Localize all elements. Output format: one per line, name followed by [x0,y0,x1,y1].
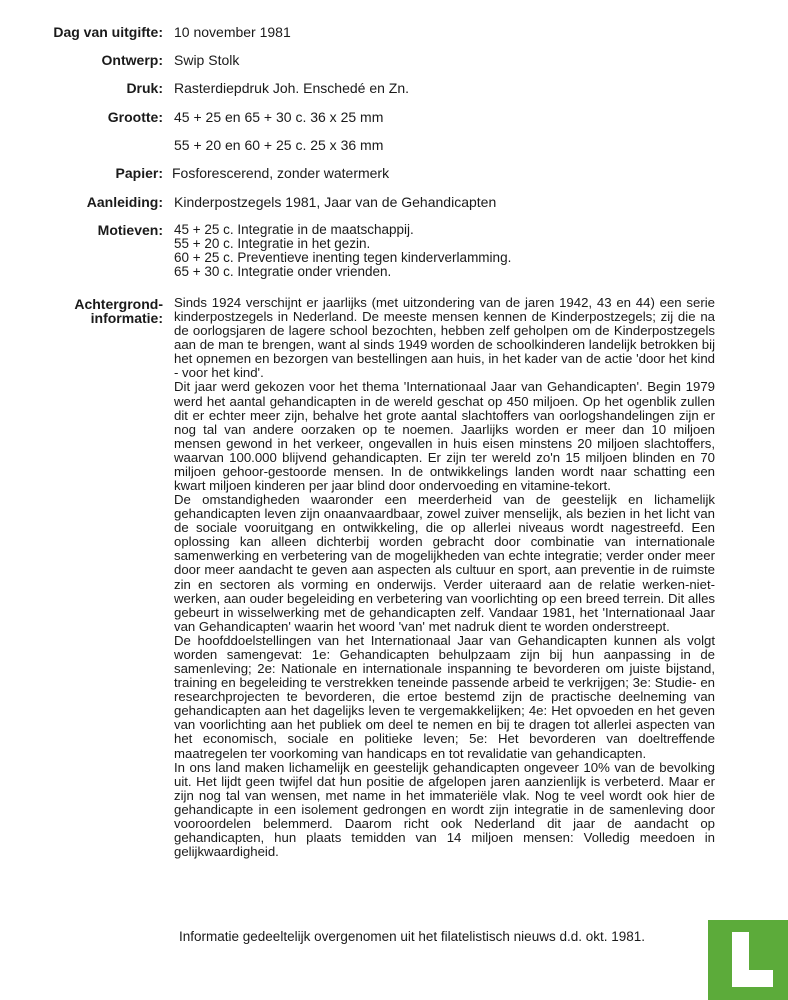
body-paragraph: De hoofddoelstellingen van het Internationaal Jaar van Gehandicapten kunnen als volgt worden samengevat: 1e: Gehandicapten behulpzaam zijn bij hun aanpassing in de samenleving; 2e: Nationale en internationale inspanning te bevorderen om juiste bijstand, training en begeleiding te verstrekken teneinde passende arbeid te verkrijgen; 3e: Studie- en researchprojecten te bevorderen, die ertoe bestemd zijn de practische deelneming van gehandicapten aan het dagelijks leven te vergemakkelijken; 4e: Het opvoeden en het geven van voorlichting aan het publiek om deel te nemen en bij te dragen tot allerlei aspecten van het economisch, sociale en politieke leven; 5e: Het bevorderen van doeltreffende maatregelen ter voorkoming van handicaps en tot revalidatie van gehandicapten. [174,632,715,761]
value-ontwerp: Swip Stolk [174,52,240,68]
value-dag-van-uitgifte: 10 november 1981 [174,24,291,40]
value-papier: Fosforescerend, zonder watermerk [172,165,390,181]
label-ontwerp: Ontwerp: [101,52,163,68]
body-paragraph: Dit jaar werd gekozen voor het thema 'Internationaal Jaar van Gehandicapten'. Begin 1979 werd het aantal gehandicapten in de wereld geschat op 450 miljoen. Op het ogenblik zullen dit er echter meer zijn, behalve het grote aantal slachtoffers van oorlogshandelingen zijn er nog tal van andere oorzaken op te noemen. Jaarlijks worden er meer dan 10 miljoen mensen gewond in het verkeer, ongevallen in huis eisen minstens 20 miljoen slachtoffers, waarvan 100.000 blijvend gehandicapten. Er zijn ter wereld zo'n 15 miljoen blinden en 70 miljoen gehoor-gestoorde mensen. In de ontwikkelings landen wordt naar schatting een kwart miljoen kinderen per jaar blind door ondervoeding en vitamine-tekort. [174,379,715,494]
l-logo-icon [708,920,788,1000]
motief-item: 55 + 20 c. Integratie in het gezin. [174,236,371,251]
body-paragraph: In ons land maken lichamelijk en geestelijk gehandicapten ongeveer 10% van de bevolking uit. Het lijdt geen twijfel dat hun positie de afgelopen jaren aanzienlijk is verbeterd. Maar er zijn nog tal van wensen, met name in het immateriële vlak. Nog te veel wordt ook hier de gehandicapte in een isolement gedrongen en wordt zijn integratie in de samenleving door vooroordelen belemmerd. Daarom richt ook Nederland dit jaar de aandacht op gehandicapten, hun plaats temidden van 14 miljoen mensen: Volledig meedoen in gelijkwaardigheid. [174,759,715,860]
label-achtergrond-line1: Achtergrond- [74,296,163,312]
label-aanleiding: Aanleiding: [86,194,163,210]
label-motieven: Motieven: [97,222,163,238]
motief-item: 45 + 25 c. Integratie in de maatschappij. [174,222,414,237]
label-achtergrond-line2: informatie: [90,310,163,326]
value-grootte-1: 45 + 25 en 65 + 30 c. 36 x 25 mm [174,109,384,125]
body-paragraph: De omstandigheden waaronder een meerderheid van de geestelijk en lichamelijk gehandicapten leven zijn onaanvaardbaar, zowel zuiver menselijk, als bezien in het licht van de sociale vooruitgang en ontwikkeling, die op allerlei niveaus wordt nagestreefd. Een oplossing kan alleen dichterbij worden gebracht door combinatie van internationale samenwerking en verbetering van de mogelijkheden van echte integratie; verder onder meer door meer aandacht te geven aan aspecten als cultuur en sport, aan preventie in de ruimste zin en sectoren als vorming en onderwijs. Verder uiteraard aan de relatie werken-niet-werken, aan ouder begeleiding en verbetering van voorlichting op een breed terrein. Dit alles gebeurt in wisselwerking met de gehandicapten zelf. Vandaar 1981, het 'Internationaal Jaar van Gehandicapten' waarin het woord 'van' met nadruk dient te worden onderstreept. [174,492,715,634]
value-druk: Rasterdiepdruk Joh. Enschedé en Zn. [174,80,410,96]
label-dag-van-uitgifte: Dag van uitgifte: [53,24,163,40]
value-aanleiding: Kinderpostzegels 1981, Jaar van de Gehandicapten [174,194,497,210]
label-druk: Druk: [126,80,163,96]
value-grootte-2: 55 + 20 en 60 + 25 c. 25 x 36 mm [174,137,384,153]
motief-item: 60 + 25 c. Preventieve inenting tegen kinderverlamming. [174,250,512,265]
motief-item: 65 + 30 c. Integratie onder vrienden. [174,264,392,279]
source-note: Informatie gedeeltelijk overgenomen uit het filatelistisch nieuws d.d. okt. 1981. [179,929,646,944]
body-paragraph: Sinds 1924 verschijnt er jaarlijks (met uitzondering van de jaren 1942, 43 en 44) een serie kinderpostzegels in Nederland. De meeste mensen kennen de Kinderpostzegels; zij die na de oorlogsjaren de lagere school bezochten, hebben zelf geholpen om de Kinderpostzegels aan de man te brengen, want al sinds 1949 worden de schoolkinderen landelijk betrokken bij het opnemen en bezorgen van bestellingen aan huis, in het kader van de actie 'door het kind - voor het kind'. [174,295,715,381]
achtergrond-body [174,296,715,859]
label-achtergrond-informatie [74,297,163,325]
label-grootte: Grootte: [107,109,163,125]
label-papier: Papier: [115,165,163,181]
